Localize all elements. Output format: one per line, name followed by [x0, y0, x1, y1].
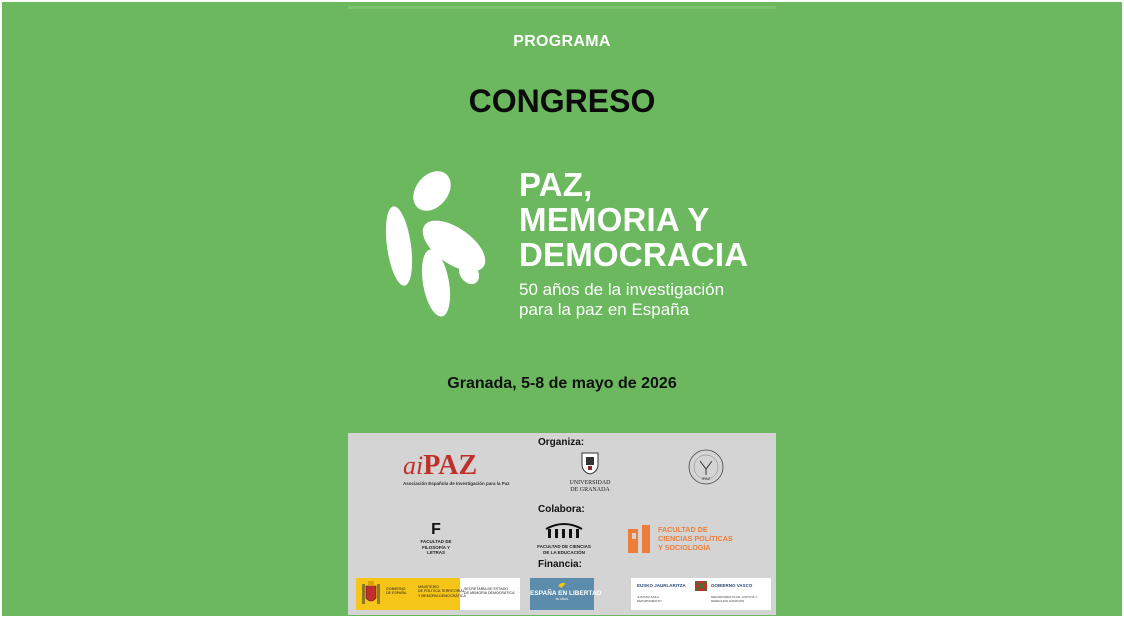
vasco-right: GOBIERNO VASCO [711, 583, 753, 588]
ugr-name-line: DE GRANADA [570, 487, 610, 493]
congress-title-block [519, 167, 748, 320]
vasco-sub: DERECHOS HUMANOS [711, 599, 745, 603]
vasco-sub: DEPARTAMENTO [637, 599, 662, 603]
subtitle-line: para la paz en España [519, 300, 690, 319]
ffl-mark: F [431, 521, 441, 538]
vasco-sub: JUSTIZIA SAILA [637, 595, 660, 599]
fce-building-icon [544, 521, 584, 539]
fcps-line: FACULTAD DE [658, 525, 708, 534]
dove-icon [557, 581, 567, 589]
ugr-crest-icon [579, 451, 601, 475]
fcps-line: CIENCIAS POLÍTICAS [658, 534, 733, 543]
gob-line: MINISTERIO [418, 585, 439, 589]
aipaz-tagline: Asociación Española de Investigación para la Paz [403, 481, 510, 486]
fcps-mark-icon [628, 525, 654, 553]
congress-poster [348, 6, 776, 615]
date-place: Granada, 5-8 de mayo de 2026 [447, 375, 677, 392]
ugr-logo [564, 451, 616, 494]
fce-line: DE LA EDUCACIÓN [543, 549, 585, 555]
fce-logo [536, 521, 592, 555]
espana-en-libertad-logo [530, 578, 602, 610]
basque-emblem-icon [695, 581, 707, 591]
fcps-line: Y SOCIOLOGÍA [658, 543, 711, 552]
sponsors-panel [348, 433, 776, 615]
gob-line: Y MEMORIA DEMOCRÁTICA [418, 593, 466, 598]
instituto-mark: IPAZ [701, 476, 711, 481]
spain-coat-of-arms-icon [360, 580, 382, 608]
programa-label: PROGRAMA [513, 33, 611, 50]
vasco-left: EUSKO JAURLARITZA [637, 583, 686, 588]
aipaz-ai-text: ai [403, 451, 424, 480]
ffl-line: FACULTAD DE [420, 539, 452, 544]
ffl-line: FILOSOFÍA Y LETRAS [421, 544, 450, 555]
gob-line: DE ESPAÑA [386, 591, 407, 596]
instituto-paz-seal-icon [686, 447, 726, 487]
aipaz-paz-text: PAZ [423, 450, 478, 481]
gob-line: GOBIERNO [386, 587, 406, 591]
title-line: DEMOCRACIA [519, 236, 749, 273]
title-line: MEMORIA Y [519, 201, 710, 238]
gobierno-espana-logo [356, 578, 520, 610]
financia-label: Financia: [538, 559, 582, 570]
ffl-logo [416, 521, 456, 556]
organiza-label: Organiza: [538, 437, 585, 448]
aipaz-logo [403, 451, 515, 486]
fce-line: FACULTAD DE CIENCIAS [537, 544, 591, 549]
gob-line: DE POLÍTICA TERRITORIAL [418, 589, 465, 594]
gob-line: DE MEMORIA DEMOCRÁTICA [464, 591, 515, 596]
gob-line: SECRETARÍA DE ESTADO [464, 587, 508, 591]
ugr-name-line: UNIVERSIDAD [569, 480, 611, 486]
subtitle-line: 50 años de la investigación [519, 280, 725, 299]
gobierno-vasco-logo [631, 578, 771, 610]
title-line: PAZ, [519, 166, 593, 203]
libertad-sub: 50 AÑOS [555, 597, 569, 601]
vasco-sub: DEPARTAMENTO DE JUSTICIA Y [711, 595, 758, 599]
libertad-title: ESPAÑA EN LIBERTAD [530, 590, 602, 597]
event-type-heading: CONGRESO [468, 83, 656, 119]
congress-logo-icon [384, 171, 494, 317]
colabora-label: Colabora: [538, 504, 585, 515]
